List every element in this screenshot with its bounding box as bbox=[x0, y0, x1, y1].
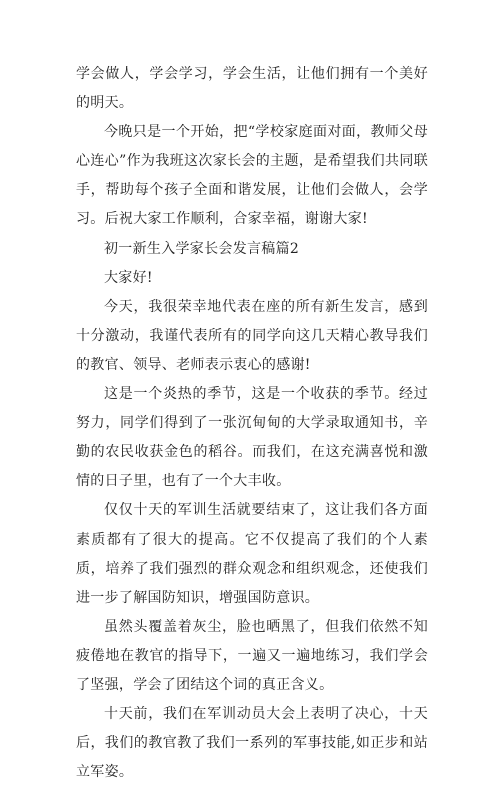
paragraph-6: 这是一个炎热的季节，这是一个收获的季节。经过努力，同学们得到了一张沉甸甸的大学录取通知书，辛勤的农民收获金色的稻谷。而我们，在这充满喜悦和激情的日子里，也有了一个大丰收。 bbox=[76, 386, 428, 490]
document-body bbox=[76, 60, 428, 787]
paragraph-9: 十天前，我们在军训动员大会上表明了决心，十天后，我们的教官教了我们一系列的军事技能,如正步和站立军姿。 bbox=[76, 706, 428, 781]
paragraph-7: 仅仅十天的军训生活就要结束了，这让我们各方面素质都有了很大的提高。它不仅提高了我们的个人素质，培养了我们强烈的群众观念和组织观念，还使我们进一步了解国防知识，增强国防意识。 bbox=[76, 502, 428, 606]
paragraph-2: 今晚只是一个开始，把“学校家庭面对面，教师父母心连心”作为我班这次家长会的主题，是希望我们共同联手，帮助每个孩子全面和谐发展，让他们会做人，会学习。后祝大家工作顺利，合家幸福，谢谢大家! bbox=[76, 124, 428, 228]
paragraph-1: 学会做人，学会学习，学会生活，让他们拥有一个美好的明天。 bbox=[76, 66, 428, 112]
paragraph-5: 今天，我很荣幸地代表在座的所有新生发言，感到十分激动，我谨代表所有的同学向这几天精心教导我们的教官、领导、老师表示衷心的感谢! bbox=[76, 298, 428, 373]
paragraph-8: 虽然头覆盖着灰尘，脸也晒黑了，但我们依然不知疲倦地在教官的指导下，一遍又一遍地练习，我们学会了坚强，学会了团结这个词的真正含义。 bbox=[76, 618, 428, 693]
greeting: 大家好! bbox=[104, 269, 153, 286]
section-heading: 初一新生入学家长会发言稿篇2 bbox=[104, 240, 300, 257]
